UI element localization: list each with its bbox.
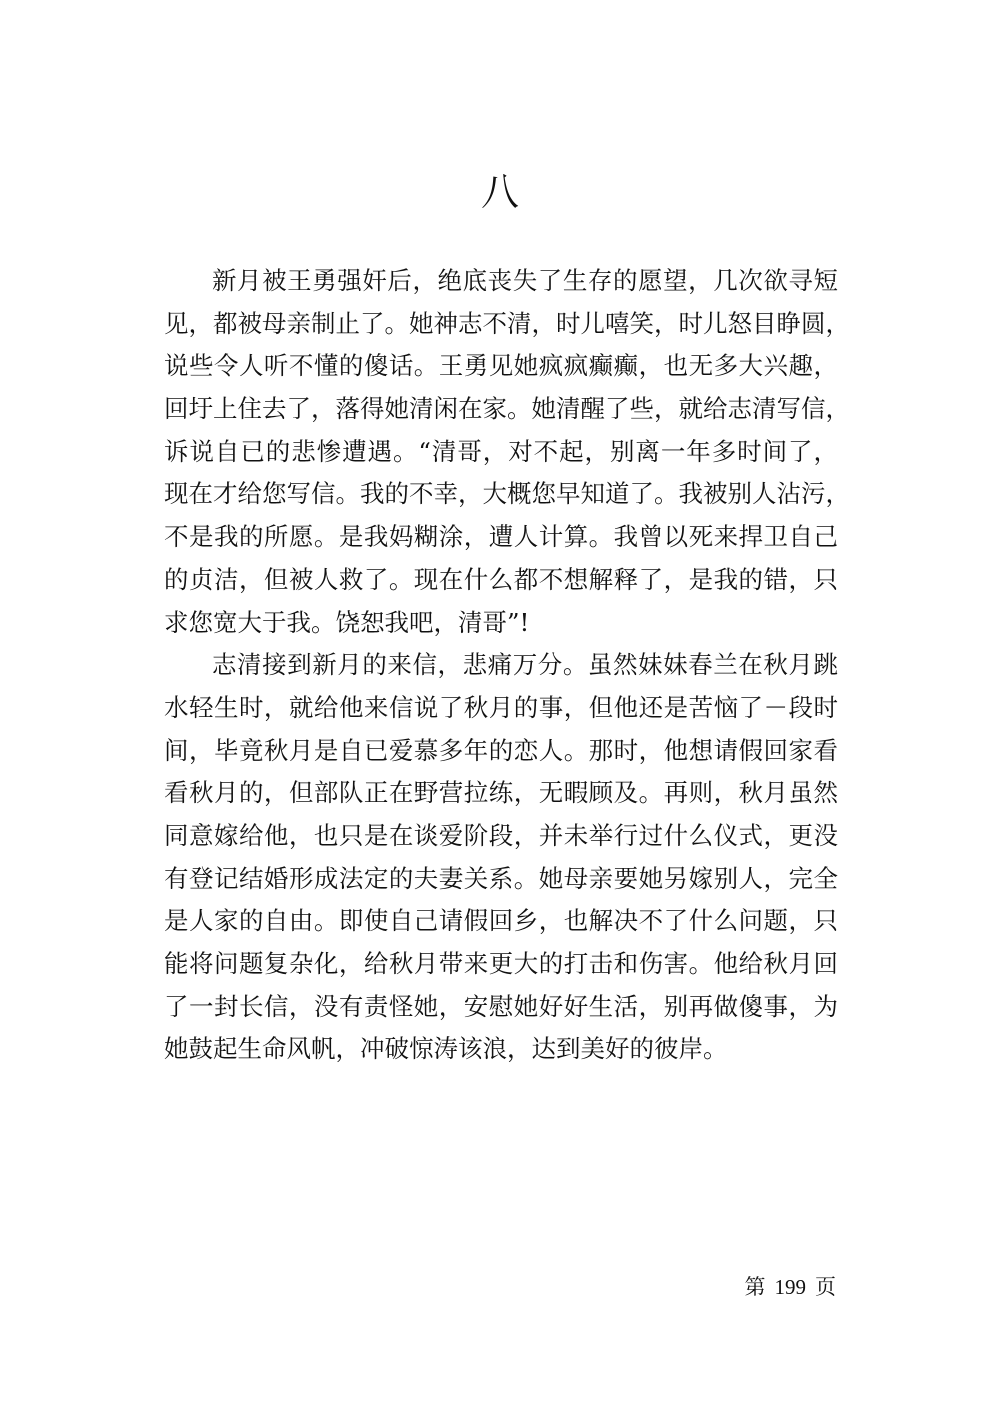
paragraph-line: 说些令人听不懂的傻话。王勇见她疯疯癫癫，也无多大兴趣， [164,351,838,381]
paragraph-line: 回圩上住去了，落得她清闲在家。她清醒了些，就给志清写信， [164,394,850,424]
paragraph-line: 看秋月的，但部队正在野营拉练，无暇顾及。再则，秋月虽然 [164,778,838,808]
paragraph-line: 了一封长信，没有责怪她，安慰她好好生活，别再做傻事，为 [164,991,838,1021]
paragraph-line: 水轻生时，就给他来信说了秋月的事，但他还是苦恼了－段时 [164,692,838,722]
page-number-prefix: 第 [744,1275,766,1299]
paragraph-line: 见，都被母亲制止了。她神志不清，时儿嘻笑，时儿怒目睁圆， [164,308,850,338]
paragraph-line: 新月被王勇强奸后，绝底丧失了生存的愿望，几次欲寻短 [212,266,838,295]
paragraph-line: 现在才给您写信。我的不幸，大概您早知道了。我被别人沾污， [164,479,850,509]
paragraph-line: 志清接到新月的来信，悲痛万分。虽然妹妹春兰在秋月跳 [212,650,838,680]
paragraph-line: 诉说自已的悲惨遭遇。“清哥，对不起，别离一年多时间了， [164,436,838,466]
body-text [164,260,850,1071]
paragraph-line: 不是我的所愿。是我妈糊涂，遭人计算。我曾以死来捍卫自己 [164,522,838,552]
paragraph-line: 能将问题复杂化，给秋月带来更大的打击和伤害。他给秋月回 [164,949,838,978]
paragraph-1 [164,260,850,644]
paragraph-line: 间，毕竟秋月是自已爱慕多年的恋人。那时，他想请假回家看 [164,735,838,765]
paragraph-line: 有登记结婚形成法定的夫妻关系。她母亲要她另嫁别人，完全 [164,863,838,893]
paragraph-line: 求您宽大于我。饶恕我吧，清哥”! [164,607,530,637]
chapter-title: 八 [480,170,519,214]
paragraph-line: 她鼓起生命风帆，冲破惊涛该浪，达到美好的彼岸。 [164,1034,728,1064]
page-number-value: 199 [774,1275,806,1299]
paragraph-line: 的贞洁，但被人救了。现在什么都不想解释了，是我的错，只 [164,564,838,594]
paragraph-line: 是人家的自由。即使自己请假回乡，也解决不了什么问题，只 [164,906,838,936]
page-number [745,1272,837,1302]
page-number-suffix: 页 [815,1275,836,1299]
paragraph-2 [164,644,838,1071]
paragraph-line: 同意嫁给他，也只是在谈爱阶段，并未举行过什么仪式，更没 [164,820,838,850]
